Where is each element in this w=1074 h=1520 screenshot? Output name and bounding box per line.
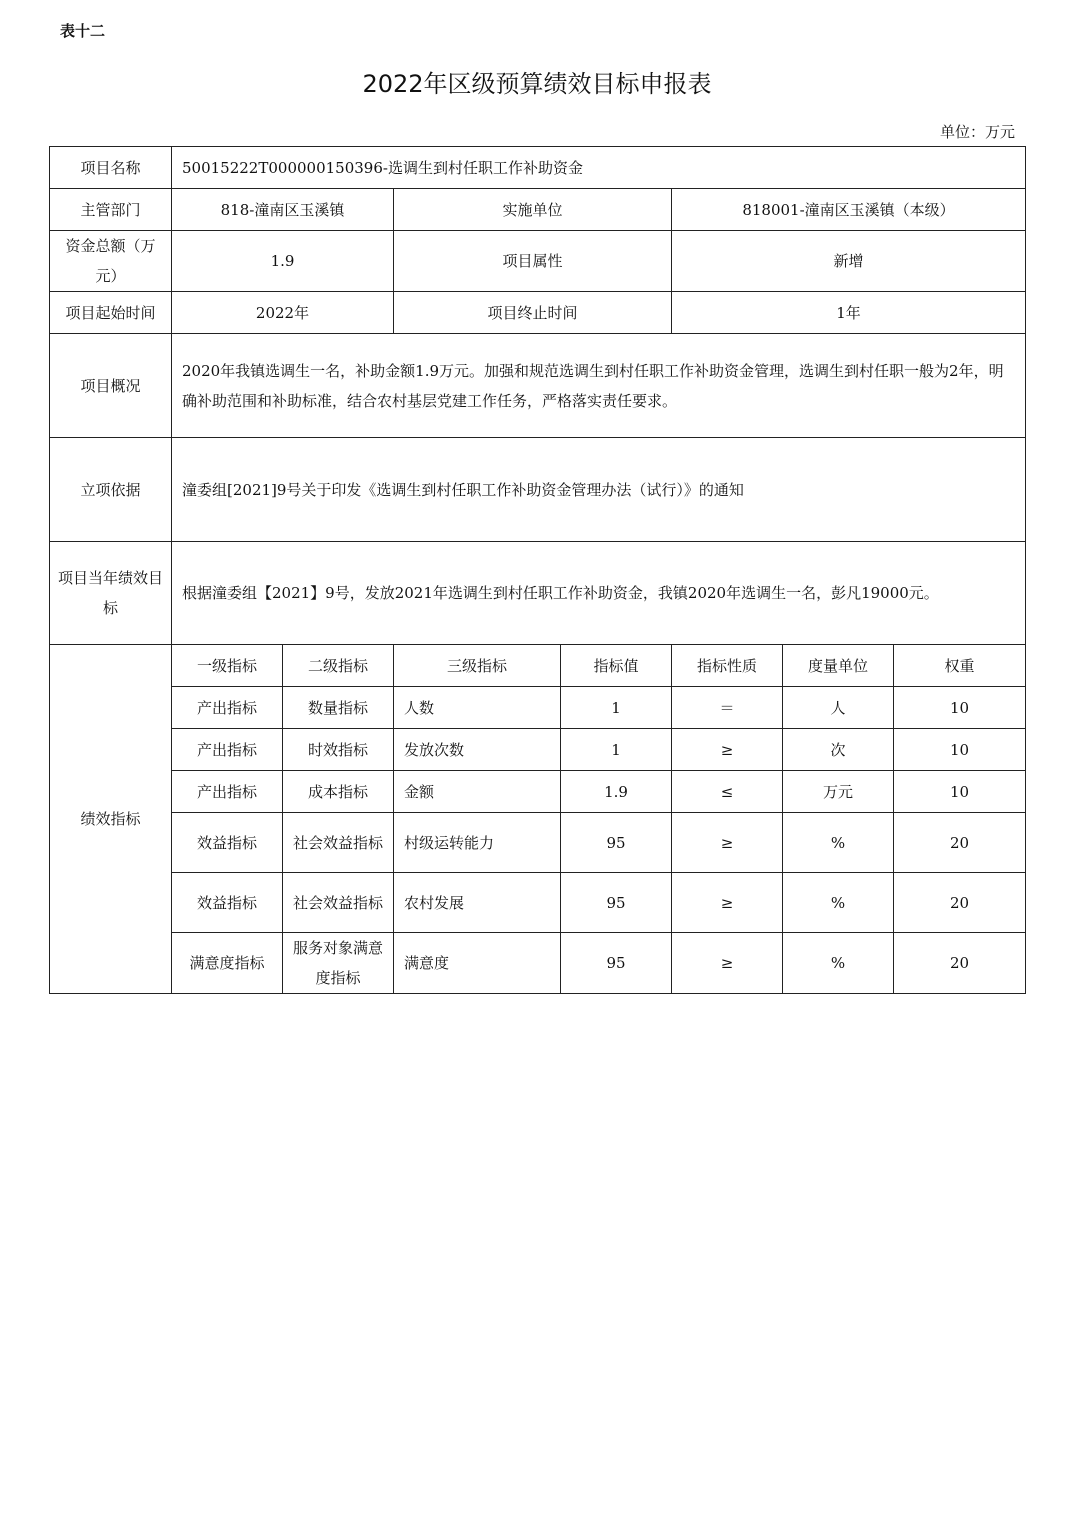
indicator-nature: ≥ (672, 873, 783, 933)
indicator-level2: 数量指标 (283, 687, 394, 729)
indicator-row (50, 933, 1026, 994)
indicator-level2: 社会效益指标 (283, 873, 394, 933)
indicator-weight: 20 (894, 813, 1026, 873)
header-level2: 二级指标 (283, 645, 394, 687)
indicator-level3: 发放次数 (394, 729, 561, 771)
indicator-level3: 人数 (394, 687, 561, 729)
header-unit: 度量单位 (783, 645, 894, 687)
indicator-unit: % (783, 873, 894, 933)
indicator-level2: 成本指标 (283, 771, 394, 813)
indicator-row (50, 729, 1026, 771)
header-value: 指标值 (561, 645, 672, 687)
department-value: 818-潼南区玉溪镇 (172, 189, 394, 231)
indicator-weight: 20 (894, 933, 1026, 994)
indicator-level1: 满意度指标 (172, 933, 283, 994)
budget-performance-table (49, 146, 1026, 994)
indicator-level1: 产出指标 (172, 687, 283, 729)
row-annual-goal (50, 542, 1026, 645)
indicator-unit: 万元 (783, 771, 894, 813)
row-overview (50, 334, 1026, 438)
indicator-level1: 产出指标 (172, 729, 283, 771)
indicator-level3: 村级运转能力 (394, 813, 561, 873)
indicator-level3: 满意度 (394, 933, 561, 994)
indicator-level1: 产出指标 (172, 771, 283, 813)
indicator-unit: 人 (783, 687, 894, 729)
row-project-name (50, 147, 1026, 189)
row-department (50, 189, 1026, 231)
indicator-weight: 10 (894, 771, 1026, 813)
unit-label: 单位：万元 (939, 123, 1015, 141)
indicator-value: 95 (561, 933, 672, 994)
implementing-unit-label: 实施单位 (394, 189, 672, 231)
department-label: 主管部门 (50, 189, 172, 231)
basis-label: 立项依据 (50, 438, 172, 542)
header-level3: 三级指标 (394, 645, 561, 687)
indicator-value: 1.9 (561, 771, 672, 813)
project-name-label: 项目名称 (50, 147, 172, 189)
end-time-value: 1年 (672, 292, 1026, 334)
indicator-nature: ＝ (672, 687, 783, 729)
total-funds-value: 1.9 (172, 231, 394, 292)
indicator-value: 95 (561, 873, 672, 933)
indicator-nature: ≥ (672, 729, 783, 771)
project-name-value: 50015222T000000150396-选调生到村任职工作补助资金 (172, 147, 1026, 189)
end-time-label: 项目终止时间 (394, 292, 672, 334)
indicator-level3: 金额 (394, 771, 561, 813)
indicator-header-row (50, 645, 1026, 687)
start-time-value: 2022年 (172, 292, 394, 334)
indicator-row (50, 873, 1026, 933)
annual-goal-label: 项目当年绩效目标 (50, 542, 172, 645)
indicator-value: 1 (561, 687, 672, 729)
annual-goal-value: 根据潼委组【2021】9号，发放2021年选调生到村任职工作补助资金，我镇2020年选调生一名，彭凡19000元。 (172, 542, 1026, 645)
start-time-label: 项目起始时间 (50, 292, 172, 334)
row-basis (50, 438, 1026, 542)
project-attribute-label: 项目属性 (394, 231, 672, 292)
indicator-row (50, 687, 1026, 729)
indicator-weight: 10 (894, 729, 1026, 771)
project-attribute-value: 新增 (672, 231, 1026, 292)
table-number: 表十二 (60, 22, 106, 40)
indicator-level2: 服务对象满意度指标 (283, 933, 394, 994)
indicator-nature: ≥ (672, 933, 783, 994)
total-funds-label: 资金总额（万元） (50, 231, 172, 292)
indicator-level1: 效益指标 (172, 813, 283, 873)
indicator-value: 95 (561, 813, 672, 873)
overview-value: 2020年我镇选调生一名，补助金额1.9万元。加强和规范选调生到村任职工作补助资金管理，选调生到村任职一般为2年，明确补助范围和补助标准，结合农村基层党建工作任务，严格落实责任要求。 (172, 334, 1026, 438)
indicator-nature: ≤ (672, 771, 783, 813)
overview-label: 项目概况 (50, 334, 172, 438)
indicator-unit: % (783, 813, 894, 873)
indicator-row (50, 813, 1026, 873)
header-weight: 权重 (894, 645, 1026, 687)
indicator-nature: ≥ (672, 813, 783, 873)
indicators-section-label: 绩效指标 (50, 645, 172, 994)
document-title: 2022年区级预算绩效目标申报表 (362, 70, 712, 98)
indicator-unit: 次 (783, 729, 894, 771)
indicator-weight: 20 (894, 873, 1026, 933)
indicator-value: 1 (561, 729, 672, 771)
indicator-level2: 社会效益指标 (283, 813, 394, 873)
header-level1: 一级指标 (172, 645, 283, 687)
indicator-unit: % (783, 933, 894, 994)
indicator-level1: 效益指标 (172, 873, 283, 933)
row-period (50, 292, 1026, 334)
indicator-weight: 10 (894, 687, 1026, 729)
basis-value: 潼委组[2021]9号关于印发《选调生到村任职工作补助资金管理办法（试行）》的通知 (172, 438, 1026, 542)
indicator-level2: 时效指标 (283, 729, 394, 771)
indicator-row (50, 771, 1026, 813)
implementing-unit-value: 818001-潼南区玉溪镇（本级） (672, 189, 1026, 231)
indicator-level3: 农村发展 (394, 873, 561, 933)
header-nature: 指标性质 (672, 645, 783, 687)
row-funds (50, 231, 1026, 292)
